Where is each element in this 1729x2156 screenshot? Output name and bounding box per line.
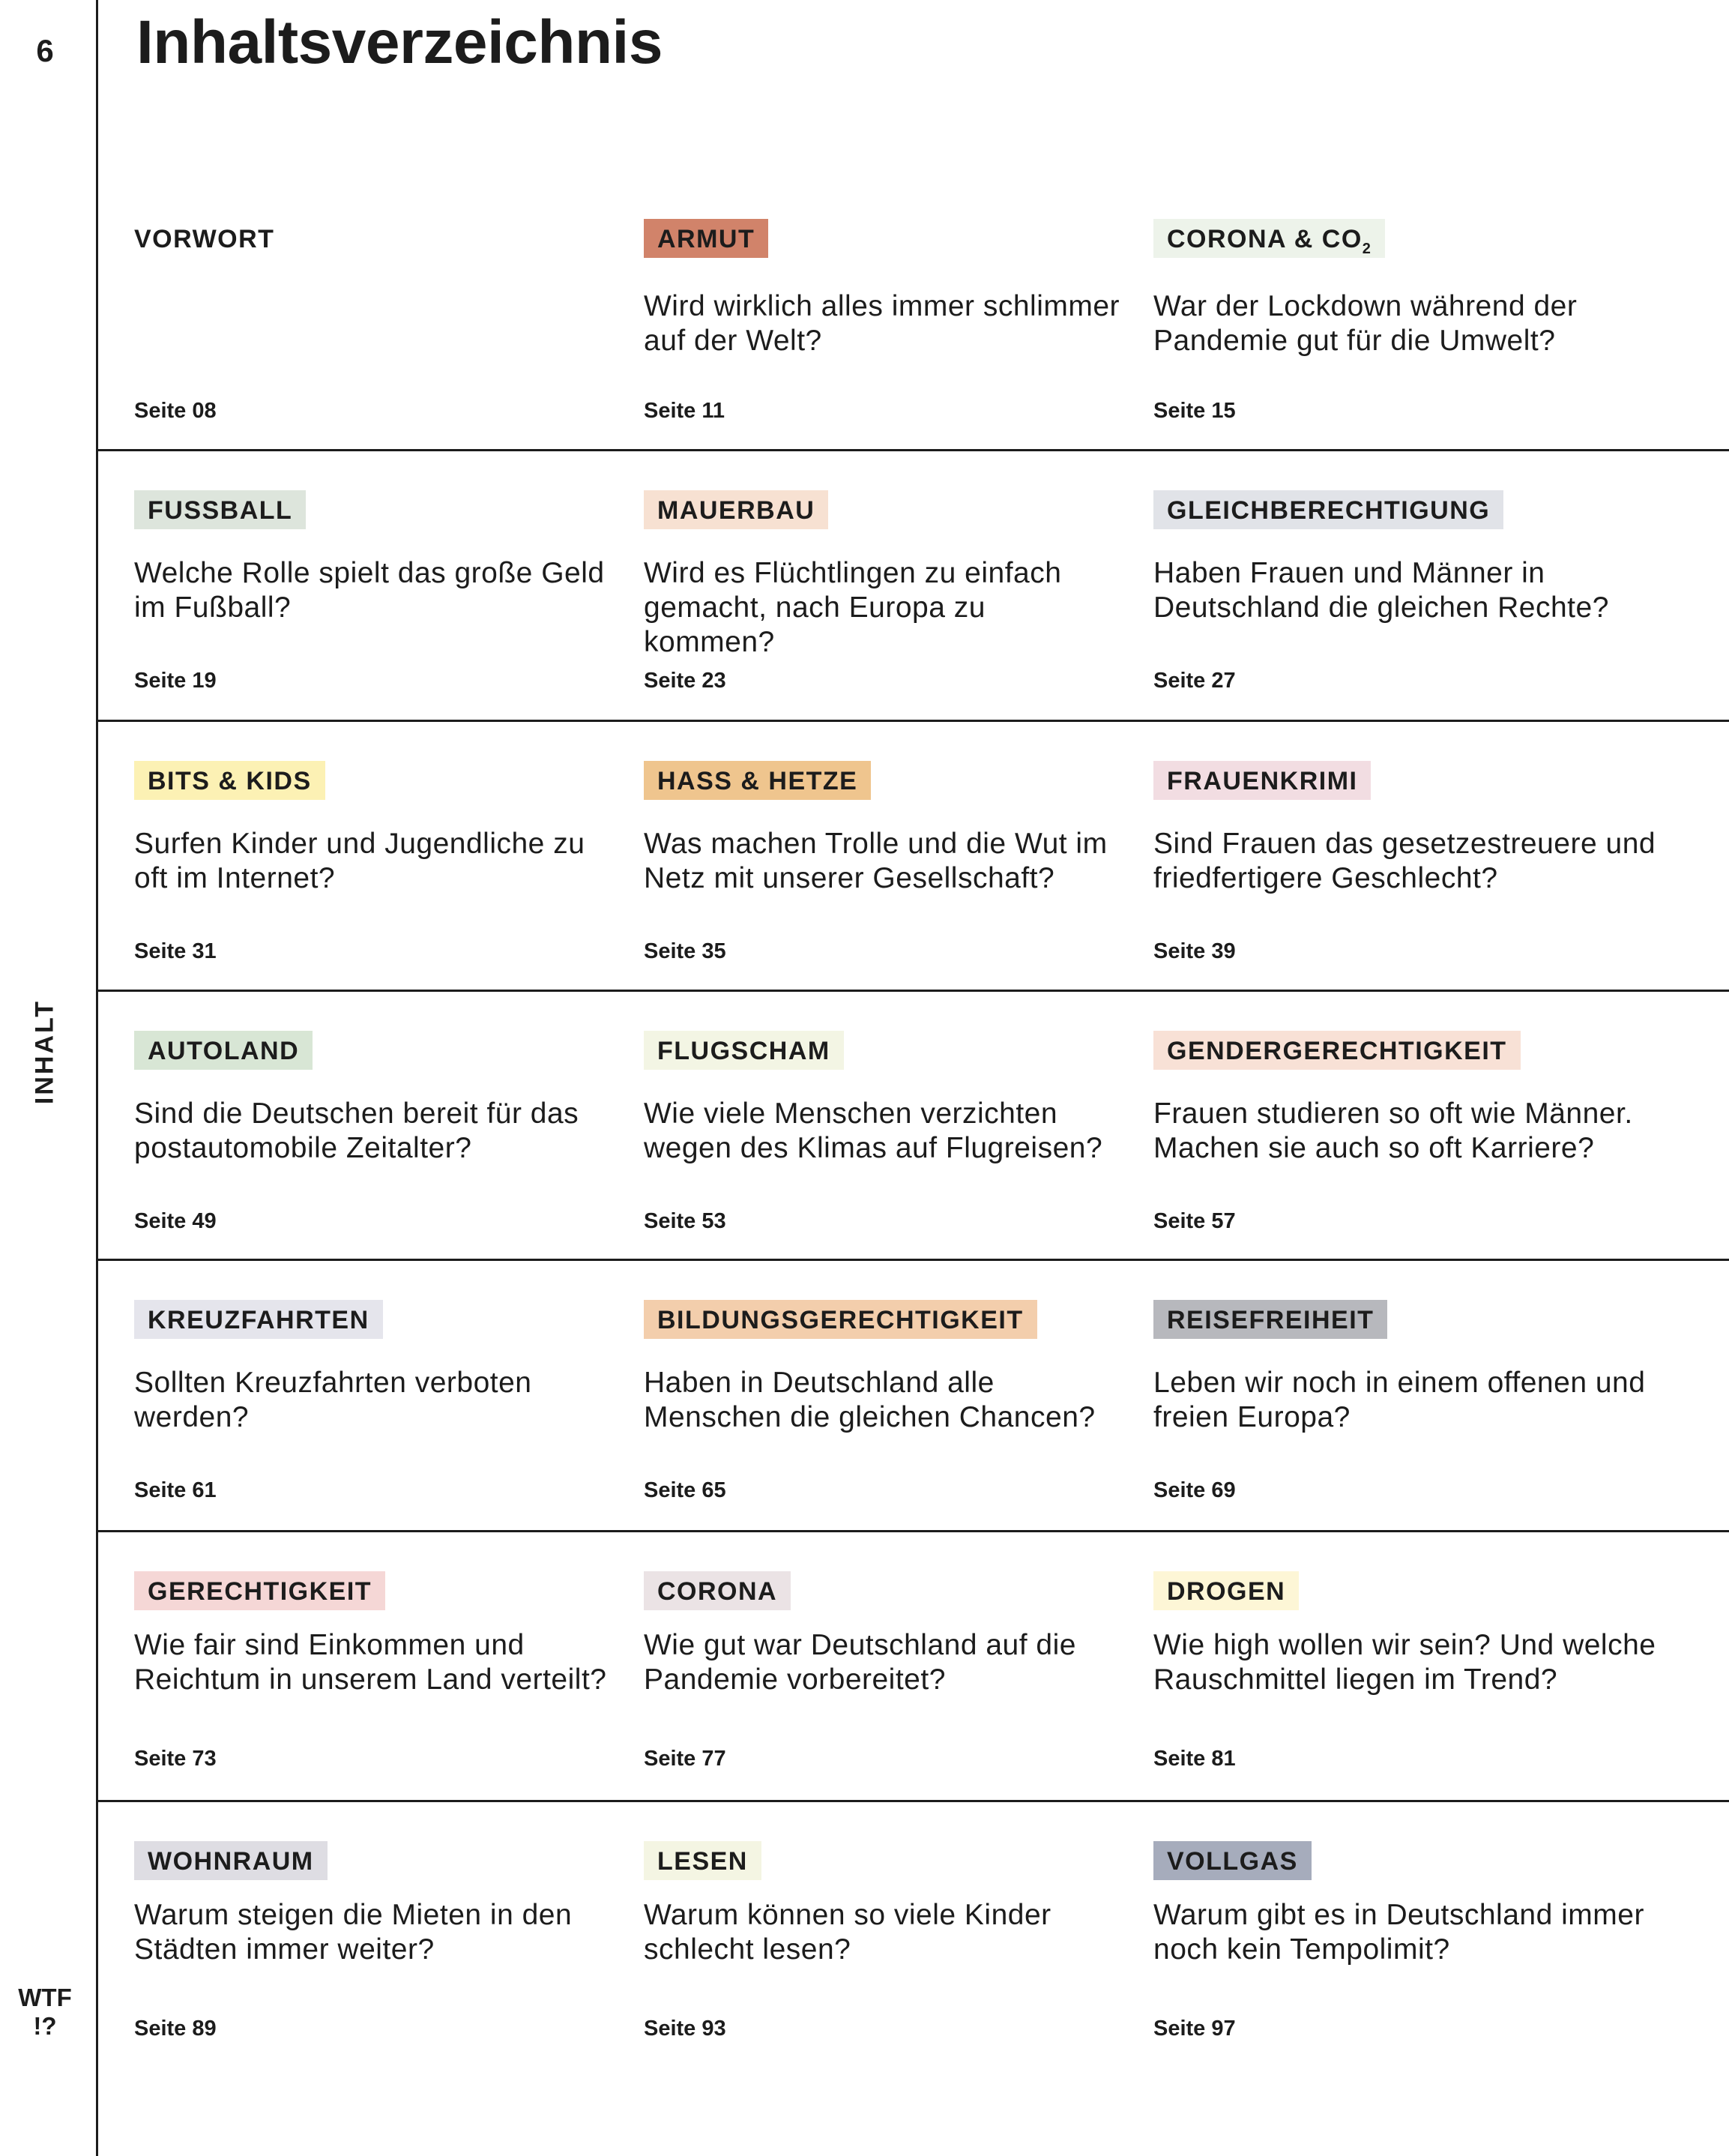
toc-entry-flugscham[interactable] [644,992,1123,1259]
topic-question: Frauen studieren so oft wie Männer. Machen sie auch so oft Karriere? [1153,1097,1633,1164]
page-reference: Seite 19 [134,669,217,693]
page-reference: Seite 77 [644,1747,726,1771]
topic-tag: CORONA [644,1571,791,1610]
toc-entry-corona[interactable] [644,1532,1123,1800]
topic-question: Wird es Flüchtlingen zu einfach gemacht, nach Europa zu kommen? [644,557,1062,658]
page-reference: Seite 11 [644,399,725,423]
toc-entry-gendergerechtigkeit[interactable] [1153,992,1693,1259]
page-reference: Seite 57 [1153,1209,1236,1233]
topic-question: Sind die Deutschen bereit für das postautomobile Zeitalter? [134,1097,579,1164]
topic-tag: MAUERBAU [644,490,828,529]
topic-tag: FUSSBALL [134,490,306,529]
toc-entry-frauenkrimi[interactable] [1153,722,1693,990]
topic-tag: ARMUT [644,219,768,258]
toc-row-2 [98,451,1729,722]
topic-question: Surfen Kinder und Jugendliche zu oft im Internet? [134,828,585,894]
toc-entry-corona-co2[interactable] [1153,180,1693,449]
topic-question: Wie high wollen wir sein? Und welche Rauschmittel liegen im Trend? [1153,1629,1656,1696]
page-reference: Seite 15 [1153,399,1236,423]
topic-tag: KREUZFAHRTEN [134,1300,383,1339]
topic-tag: VOLLGAS [1153,1841,1312,1880]
topic-tag: BILDUNGSGERECHTIGKEIT [644,1300,1037,1339]
page-reference: Seite 39 [1153,939,1236,963]
page-reference: Seite 89 [134,2017,217,2041]
topic-question: Was machen Trolle und die Wut im Netz mit unserer Gesellschaft? [644,828,1108,894]
topic-question: Wie viele Menschen verzichten wegen des Klimas auf Flugreisen? [644,1097,1103,1164]
topic-tag: GENDERGERECHTIGKEIT [1153,1031,1521,1070]
topic-question: Wie fair sind Einkommen und Reichtum in unserem Land verteilt? [134,1629,607,1696]
toc-entry-lesen[interactable] [644,1802,1123,2098]
wtf-badge [7,1984,82,2041]
topic-question: Wird wirklich alles immer schlimmer auf der Welt? [644,290,1120,357]
page-reference: Seite 61 [134,1478,217,1502]
topic-question: Warum steigen die Mieten in den Städten immer weiter? [134,1899,573,1966]
topic-question: Leben wir noch in einem offenen und freien Europa? [1153,1367,1646,1433]
topic-tag-subscript: 2 [1362,240,1372,257]
toc-grid [98,180,1729,2098]
topic-tag: FLUGSCHAM [644,1031,844,1070]
page-reference: Seite 49 [134,1209,217,1233]
page-reference: Seite 27 [1153,669,1236,693]
topic-tag: REISEFREIHEIT [1153,1300,1387,1339]
page-reference: Seite 31 [134,939,217,963]
page-reference: Seite 08 [134,399,217,423]
toc-entry-reisefreiheit[interactable] [1153,1261,1693,1530]
toc-row-6 [98,1532,1729,1802]
topic-question: Warum können so viele Kinder schlecht lesen? [644,1899,1051,1966]
toc-row-1 [98,180,1729,451]
topic-tag: DROGEN [1153,1571,1299,1610]
toc-entry-wohnraum[interactable] [134,1802,614,2098]
wtf-badge-line-1: WTF [18,1984,72,2011]
toc-row-3 [98,722,1729,992]
topic-question: Warum gibt es in Deutschland immer noch kein Tempolimit? [1153,1899,1644,1966]
topic-question: Wie gut war Deutschland auf die Pandemie vorbereitet? [644,1629,1076,1696]
page-number: 6 [36,33,54,68]
toc-entry-bits-kids[interactable] [134,722,614,990]
page-reference: Seite 69 [1153,1478,1236,1502]
toc-row-4 [98,992,1729,1261]
topic-tag: GLEICHBERECHTIGUNG [1153,490,1503,529]
topic-question: Haben Frauen und Männer in Deutschland die gleichen Rechte? [1153,557,1609,624]
topic-tag: GERECHTIGKEIT [134,1571,385,1610]
topic-question: Sind Frauen das gesetzestreuere und friedfertigere Geschlecht? [1153,828,1656,894]
toc-entry-gleichberechtigung[interactable] [1153,451,1693,720]
toc-row-7 [98,1802,1729,2098]
page-reference: Seite 35 [644,939,726,963]
page-title: Inhaltsverzeichnis [136,8,663,76]
page-reference: Seite 81 [1153,1747,1236,1771]
topic-tag: WOHNRAUM [134,1841,328,1880]
topic-tag: VORWORT [134,225,275,253]
topic-tag: FRAUENKRIMI [1153,761,1371,800]
topic-tag: HASS & HETZE [644,761,871,800]
toc-entry-autoland[interactable] [134,992,614,1259]
topic-tag [1153,219,1385,258]
topic-tag: BITS & KIDS [134,761,325,800]
page-reference: Seite 23 [644,669,726,693]
toc-entry-kreuzfahrten[interactable] [134,1261,614,1530]
topic-question: Haben in Deutschland alle Menschen die gleichen Chancen? [644,1367,1096,1433]
page-reference: Seite 73 [134,1747,217,1771]
toc-entry-fussball[interactable] [134,451,614,720]
topic-tag: AUTOLAND [134,1031,313,1070]
toc-entry-gerechtigkeit[interactable] [134,1532,614,1800]
toc-entry-vorwort[interactable] [134,180,614,449]
page-reference: Seite 97 [1153,2017,1236,2041]
topic-tag: LESEN [644,1841,761,1880]
topic-tag-text: CORONA & CO [1167,225,1363,253]
toc-entry-drogen[interactable] [1153,1532,1693,1800]
page-reference: Seite 93 [644,2017,726,2041]
section-side-label: INHALT [30,999,59,1105]
toc-entry-vollgas[interactable] [1153,1802,1693,2098]
toc-entry-armut[interactable] [644,180,1123,449]
toc-entry-mauerbau[interactable] [644,451,1123,720]
topic-question: Welche Rolle spielt das große Geld im Fußball? [134,557,605,624]
toc-entry-hass-hetze[interactable] [644,722,1123,990]
toc-entry-bildungsgerechtigkeit[interactable] [644,1261,1123,1530]
topic-question: Sollten Kreuzfahrten verboten werden? [134,1367,532,1433]
toc-row-5 [98,1261,1729,1532]
page-reference: Seite 53 [644,1209,726,1233]
wtf-badge-line-2: !? [33,2012,57,2040]
page-reference: Seite 65 [644,1478,726,1502]
topic-question: War der Lockdown während der Pandemie gut für die Umwelt? [1153,290,1578,357]
